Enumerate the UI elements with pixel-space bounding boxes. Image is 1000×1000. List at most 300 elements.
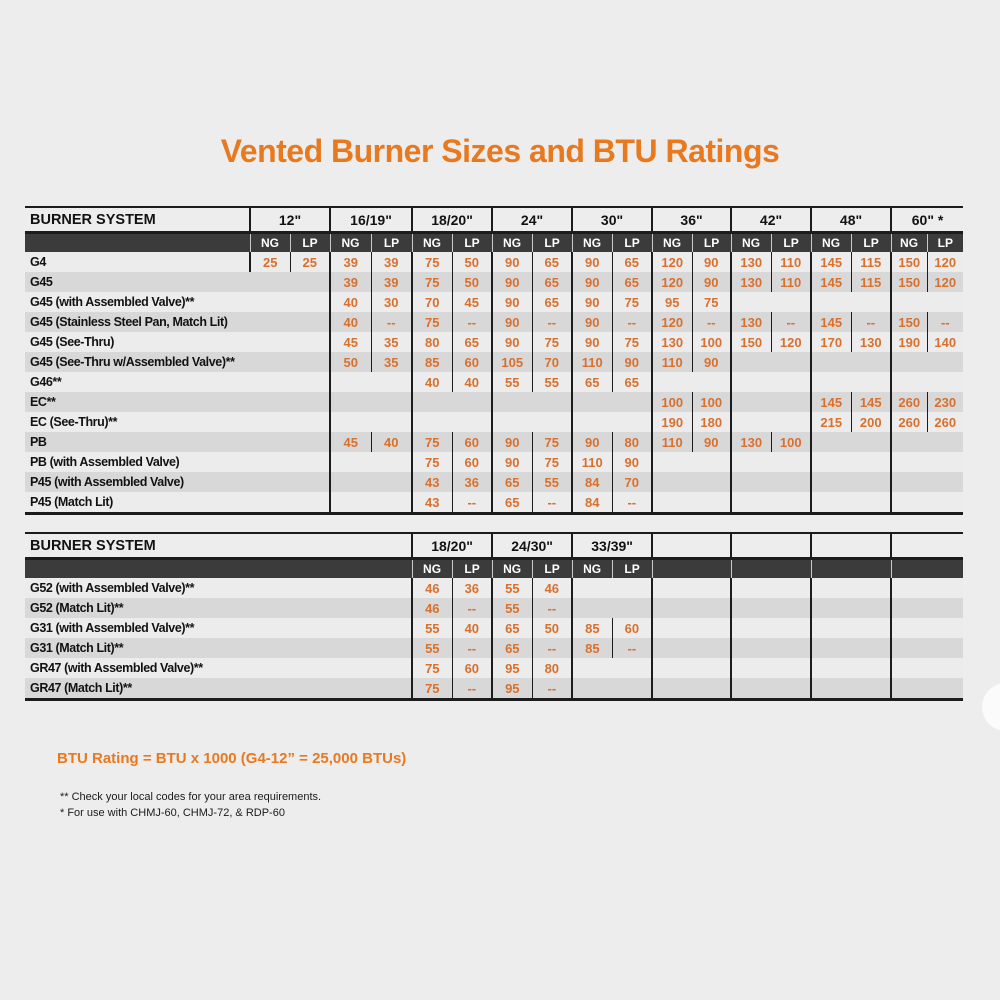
table1-grid (25, 206, 963, 515)
lp-value: 45 (452, 292, 492, 312)
ng-value (412, 412, 452, 432)
lp-value: -- (452, 598, 492, 618)
ng-value: 39 (330, 272, 371, 292)
lp-value: 39 (371, 272, 412, 292)
lp-value: 75 (692, 292, 731, 312)
lp-value: -- (851, 312, 891, 332)
lp-value (371, 492, 412, 514)
burner-row-g52-with-assembled-valve (25, 578, 963, 598)
lp-value: 120 (927, 272, 963, 292)
ng-value (731, 412, 771, 432)
ng-value: 145 (811, 392, 851, 412)
ng-value (731, 618, 771, 638)
ng-value (811, 372, 851, 392)
gas-type-header-ng: NG (572, 559, 612, 579)
lp-value: -- (532, 312, 572, 332)
lp-value (692, 638, 731, 658)
ng-value (731, 492, 771, 514)
lp-value (452, 412, 492, 432)
gas-type-header-lp: LP (612, 233, 652, 253)
burner-name: G46** (25, 372, 330, 392)
ng-value: 45 (330, 432, 371, 452)
lp-value: 120 (927, 252, 963, 272)
ng-value (652, 372, 692, 392)
lp-value: 110 (771, 272, 811, 292)
lp-value (692, 658, 731, 678)
burner-row-g31-match-lit (25, 638, 963, 658)
lp-value: 36 (452, 472, 492, 492)
lp-value: -- (771, 312, 811, 332)
size-column-header-empty (811, 533, 891, 559)
ng-value: 55 (412, 618, 452, 638)
lp-value (612, 412, 652, 432)
ng-value (572, 658, 612, 678)
lp-value (927, 352, 963, 372)
ng-value: 120 (652, 272, 692, 292)
lp-value (927, 432, 963, 452)
lp-value (452, 392, 492, 412)
lp-value (927, 452, 963, 472)
lp-value: 25 (290, 252, 330, 272)
ng-value (811, 578, 851, 598)
ng-value (811, 598, 851, 618)
lp-value (771, 392, 811, 412)
ng-value (891, 598, 927, 618)
lp-value: 30 (371, 292, 412, 312)
burner-row-gr47-with-assembled-valve (25, 658, 963, 678)
lp-value: 35 (371, 352, 412, 372)
lp-value: 55 (532, 372, 572, 392)
lp-value: 40 (452, 372, 492, 392)
lp-value: -- (532, 678, 572, 700)
lp-value (692, 598, 731, 618)
burner-row-g45-see-thru (25, 332, 963, 352)
ng-value: 55 (492, 598, 532, 618)
ng-value (891, 578, 927, 598)
ng-value (731, 292, 771, 312)
burner-row-g45-see-thru-w-assembled-valve (25, 352, 963, 372)
ng-value (731, 452, 771, 472)
lp-value (851, 678, 891, 700)
burner-name: EC (See-Thru)** (25, 412, 330, 432)
ng-value: 95 (652, 292, 692, 312)
ng-value (652, 578, 692, 598)
ng-value: 100 (652, 392, 692, 412)
burner-name: G52 (Match Lit)** (25, 598, 412, 618)
ng-value: 75 (412, 678, 452, 700)
lp-value: 100 (692, 392, 731, 412)
burner-name: PB (25, 432, 330, 452)
lp-value (771, 492, 811, 514)
ng-value: 90 (492, 272, 532, 292)
band-empty-cell (731, 559, 811, 579)
ng-value: 215 (811, 412, 851, 432)
lp-value: 180 (692, 412, 731, 432)
burner-row-p45-match-lit (25, 492, 963, 514)
ng-value (811, 292, 851, 312)
ng-value: 40 (330, 312, 371, 332)
gas-type-band-row (25, 559, 963, 579)
lp-value: -- (532, 492, 572, 514)
ng-value (731, 372, 771, 392)
ng-value: 85 (412, 352, 452, 372)
lp-value (851, 292, 891, 312)
lp-value: 70 (532, 352, 572, 372)
lp-value: 120 (771, 332, 811, 352)
lp-value: -- (371, 312, 412, 332)
lp-value (851, 372, 891, 392)
lp-value (927, 292, 963, 312)
ng-value: 150 (731, 332, 771, 352)
lp-value: 55 (532, 472, 572, 492)
lp-value: 90 (612, 352, 652, 372)
lp-value (692, 492, 731, 514)
burner-name: P45 (with Assembled Valve) (25, 472, 330, 492)
size-column-header: 30" (572, 207, 652, 233)
gas-type-header-ng: NG (572, 233, 612, 253)
ng-value (572, 412, 612, 432)
gas-type-header-ng: NG (731, 233, 771, 253)
lp-value: 65 (612, 372, 652, 392)
gas-type-header-ng: NG (811, 233, 851, 253)
burner-row-ec-see-thru (25, 412, 963, 432)
ng-value: 84 (572, 492, 612, 514)
lp-value: 115 (851, 252, 891, 272)
lp-value: 80 (532, 658, 572, 678)
ng-value: 75 (412, 452, 452, 472)
lp-value: -- (532, 598, 572, 618)
lp-value: -- (452, 492, 492, 514)
lp-value (851, 598, 891, 618)
lp-value: 230 (927, 392, 963, 412)
ng-value: 75 (412, 658, 452, 678)
ng-value: 90 (492, 292, 532, 312)
burner-name: G4 (25, 252, 250, 272)
lp-value: -- (532, 638, 572, 658)
ng-value: 65 (492, 492, 532, 514)
lp-value (771, 372, 811, 392)
burner-row-g45-with-assembled-valve (25, 292, 963, 312)
lp-value (692, 618, 731, 638)
ng-value (891, 472, 927, 492)
burner-row-g46 (25, 372, 963, 392)
lp-value: 39 (371, 252, 412, 272)
lp-value: 140 (927, 332, 963, 352)
gas-type-header-ng: NG (330, 233, 371, 253)
lp-value (927, 618, 963, 638)
ng-value (652, 638, 692, 658)
lp-value: 65 (532, 292, 572, 312)
lp-value (692, 678, 731, 700)
ng-value (811, 638, 851, 658)
ng-value: 145 (811, 252, 851, 272)
burner-row-pb (25, 432, 963, 452)
burner-name: GR47 (with Assembled Valve)** (25, 658, 412, 678)
lp-value: 260 (927, 412, 963, 432)
ng-value (731, 598, 771, 618)
ng-value (652, 492, 692, 514)
lp-value (851, 618, 891, 638)
lp-value (927, 678, 963, 700)
lp-value: 60 (452, 452, 492, 472)
lp-value: 75 (532, 332, 572, 352)
table-corner-label: BURNER SYSTEM (25, 207, 250, 233)
burner-row-p45-with-assembled-valve (25, 472, 963, 492)
burner-name: GR47 (Match Lit)** (25, 678, 412, 700)
size-column-header: 36" (652, 207, 731, 233)
ng-value: 55 (492, 578, 532, 598)
lp-value: 145 (851, 392, 891, 412)
burner-row-ec (25, 392, 963, 412)
lp-value: 46 (532, 578, 572, 598)
gas-type-header-lp: LP (371, 233, 412, 253)
lp-value: 75 (612, 292, 652, 312)
burner-name: G31 (Match Lit)** (25, 638, 412, 658)
lp-value (927, 658, 963, 678)
ng-value: 90 (492, 332, 532, 352)
burner-row-pb-with-assembled-valve (25, 452, 963, 472)
gas-type-header-ng: NG (412, 559, 452, 579)
ng-value: 40 (412, 372, 452, 392)
ng-value (891, 618, 927, 638)
lp-value (927, 492, 963, 514)
ng-value (731, 392, 771, 412)
burner-name: G45 (See-Thru w/Assembled Valve)** (25, 352, 330, 372)
ng-value: 39 (330, 252, 371, 272)
ng-value: 130 (731, 252, 771, 272)
lp-value (532, 412, 572, 432)
ng-value (891, 352, 927, 372)
ng-value: 90 (572, 292, 612, 312)
size-column-header-empty (891, 533, 963, 559)
burner-row-g45 (25, 272, 963, 292)
ng-value: 70 (412, 292, 452, 312)
lp-value: -- (452, 638, 492, 658)
size-header-row (25, 207, 963, 233)
ng-value: 65 (492, 472, 532, 492)
lp-value (851, 452, 891, 472)
ng-value: 90 (572, 312, 612, 332)
ng-value (811, 472, 851, 492)
band-empty-cell (811, 559, 891, 579)
lp-value: 90 (692, 352, 731, 372)
burner-name: G31 (with Assembled Valve)** (25, 618, 412, 638)
btu-rating-formula: BTU Rating = BTU x 1000 (G4-12” = 25,000 BTUs) (57, 750, 407, 767)
lp-value (692, 472, 731, 492)
burner-row-g4 (25, 252, 963, 272)
lp-value: 35 (371, 332, 412, 352)
ng-value (731, 678, 771, 700)
ng-value: 25 (250, 252, 290, 272)
lp-value: 90 (692, 272, 731, 292)
ng-value: 45 (330, 332, 371, 352)
ng-value: 190 (652, 412, 692, 432)
ng-value: 75 (412, 252, 452, 272)
gas-type-header-lp: LP (532, 233, 572, 253)
ng-value: 130 (731, 272, 771, 292)
ng-value: 105 (492, 352, 532, 372)
lp-value: 50 (532, 618, 572, 638)
lp-value (371, 392, 412, 412)
lp-value: -- (612, 492, 652, 514)
lp-value (771, 658, 811, 678)
band-spacer (25, 233, 250, 253)
lp-value (771, 352, 811, 372)
lp-value: 90 (612, 452, 652, 472)
ng-value (811, 452, 851, 472)
ng-value: 90 (492, 312, 532, 332)
lp-value: 40 (452, 618, 492, 638)
lp-value (371, 412, 412, 432)
lp-value: 115 (851, 272, 891, 292)
ng-value: 65 (572, 372, 612, 392)
ng-value (891, 492, 927, 514)
vented-burner-table-main (25, 206, 963, 515)
table-corner-label: BURNER SYSTEM (25, 533, 412, 559)
ng-value: 110 (652, 352, 692, 372)
gas-type-header-ng: NG (250, 233, 290, 253)
lp-value (692, 578, 731, 598)
lp-value (771, 618, 811, 638)
ng-value: 85 (572, 618, 612, 638)
ng-value: 55 (492, 372, 532, 392)
lp-value (371, 372, 412, 392)
ng-value: 84 (572, 472, 612, 492)
lp-value (612, 658, 652, 678)
lp-value (927, 472, 963, 492)
ng-value (572, 678, 612, 700)
ng-value (652, 678, 692, 700)
ng-value: 150 (891, 252, 927, 272)
lp-value (851, 578, 891, 598)
size-column-header: 18/20" (412, 207, 492, 233)
ng-value: 260 (891, 392, 927, 412)
table2-grid (25, 532, 963, 701)
lp-value (771, 412, 811, 432)
ng-value (731, 658, 771, 678)
lp-value: 65 (532, 272, 572, 292)
gas-type-header-ng: NG (492, 559, 532, 579)
ng-value: 85 (572, 638, 612, 658)
ng-value: 90 (492, 432, 532, 452)
cutoff-floating-button[interactable] (982, 683, 1000, 731)
ng-value (652, 472, 692, 492)
ng-value (330, 412, 371, 432)
size-column-header: 60" * (891, 207, 963, 233)
ng-value: 46 (412, 578, 452, 598)
ng-value: 55 (412, 638, 452, 658)
lp-value (771, 678, 811, 700)
burner-name: PB (with Assembled Valve) (25, 452, 330, 472)
lp-value: 65 (532, 252, 572, 272)
lp-value: -- (452, 678, 492, 700)
lp-value: -- (612, 312, 652, 332)
footnote-single-asterisk: * For use with CHMJ-60, CHMJ-72, & RDP-60 (60, 807, 285, 819)
band-spacer (25, 559, 412, 579)
lp-value: -- (692, 312, 731, 332)
footnote-double-asterisk: ** Check your local codes for your area requirements. (60, 791, 322, 803)
lp-value (771, 472, 811, 492)
gas-type-header-lp: LP (290, 233, 330, 253)
gas-type-header-lp: LP (452, 233, 492, 253)
ng-value (731, 472, 771, 492)
ng-value: 40 (330, 292, 371, 312)
ng-value: 90 (572, 252, 612, 272)
ng-value: 130 (731, 312, 771, 332)
ng-value (891, 658, 927, 678)
page-title: Vented Burner Sizes and BTU Ratings (220, 133, 780, 169)
lp-value: 100 (692, 332, 731, 352)
lp-value: 50 (452, 272, 492, 292)
lp-value (371, 472, 412, 492)
size-column-header: 48" (811, 207, 891, 233)
lp-value: 60 (452, 352, 492, 372)
ng-value: 145 (811, 272, 851, 292)
lp-value: 65 (612, 272, 652, 292)
gas-type-header-lp: LP (612, 559, 652, 579)
ng-value (652, 618, 692, 638)
ng-value: 150 (891, 272, 927, 292)
lp-value (692, 452, 731, 472)
ng-value (811, 678, 851, 700)
size-header-row (25, 533, 963, 559)
lp-value (927, 598, 963, 618)
ng-value (891, 452, 927, 472)
ng-value (731, 638, 771, 658)
burner-name: EC** (25, 392, 330, 412)
ng-value: 65 (492, 618, 532, 638)
burner-name: G45 (See-Thru) (25, 332, 330, 352)
burner-row-g31-with-assembled-valve (25, 618, 963, 638)
ng-value (330, 452, 371, 472)
ng-value (330, 472, 371, 492)
gas-type-header-lp: LP (927, 233, 963, 253)
lp-value (927, 578, 963, 598)
ng-value (330, 392, 371, 412)
lp-value (771, 598, 811, 618)
burner-name: G45 (Stainless Steel Pan, Match Lit) (25, 312, 330, 332)
lp-value: 65 (452, 332, 492, 352)
ng-value (811, 618, 851, 638)
ng-value: 90 (572, 272, 612, 292)
gas-type-header-lp: LP (771, 233, 811, 253)
gas-type-header-ng: NG (412, 233, 452, 253)
ng-value: 43 (412, 492, 452, 514)
ng-value: 90 (492, 452, 532, 472)
lp-value: 80 (612, 432, 652, 452)
size-column-header: 18/20" (412, 533, 492, 559)
ng-value: 90 (572, 432, 612, 452)
burner-row-gr47-match-lit (25, 678, 963, 700)
ng-value (652, 452, 692, 472)
ng-value (731, 352, 771, 372)
ng-value (330, 492, 371, 514)
lp-value: 100 (771, 432, 811, 452)
lp-value: 50 (452, 252, 492, 272)
lp-value: 90 (692, 432, 731, 452)
ng-value: 95 (492, 678, 532, 700)
ng-value: 65 (492, 638, 532, 658)
burner-name: G45 (25, 272, 330, 292)
size-column-header: 24/30" (492, 533, 572, 559)
ng-value: 130 (652, 332, 692, 352)
gas-type-header-lp: LP (692, 233, 731, 253)
ng-value (891, 292, 927, 312)
ng-value (891, 372, 927, 392)
ng-value: 75 (412, 312, 452, 332)
lp-value: 60 (452, 658, 492, 678)
ng-value: 50 (330, 352, 371, 372)
